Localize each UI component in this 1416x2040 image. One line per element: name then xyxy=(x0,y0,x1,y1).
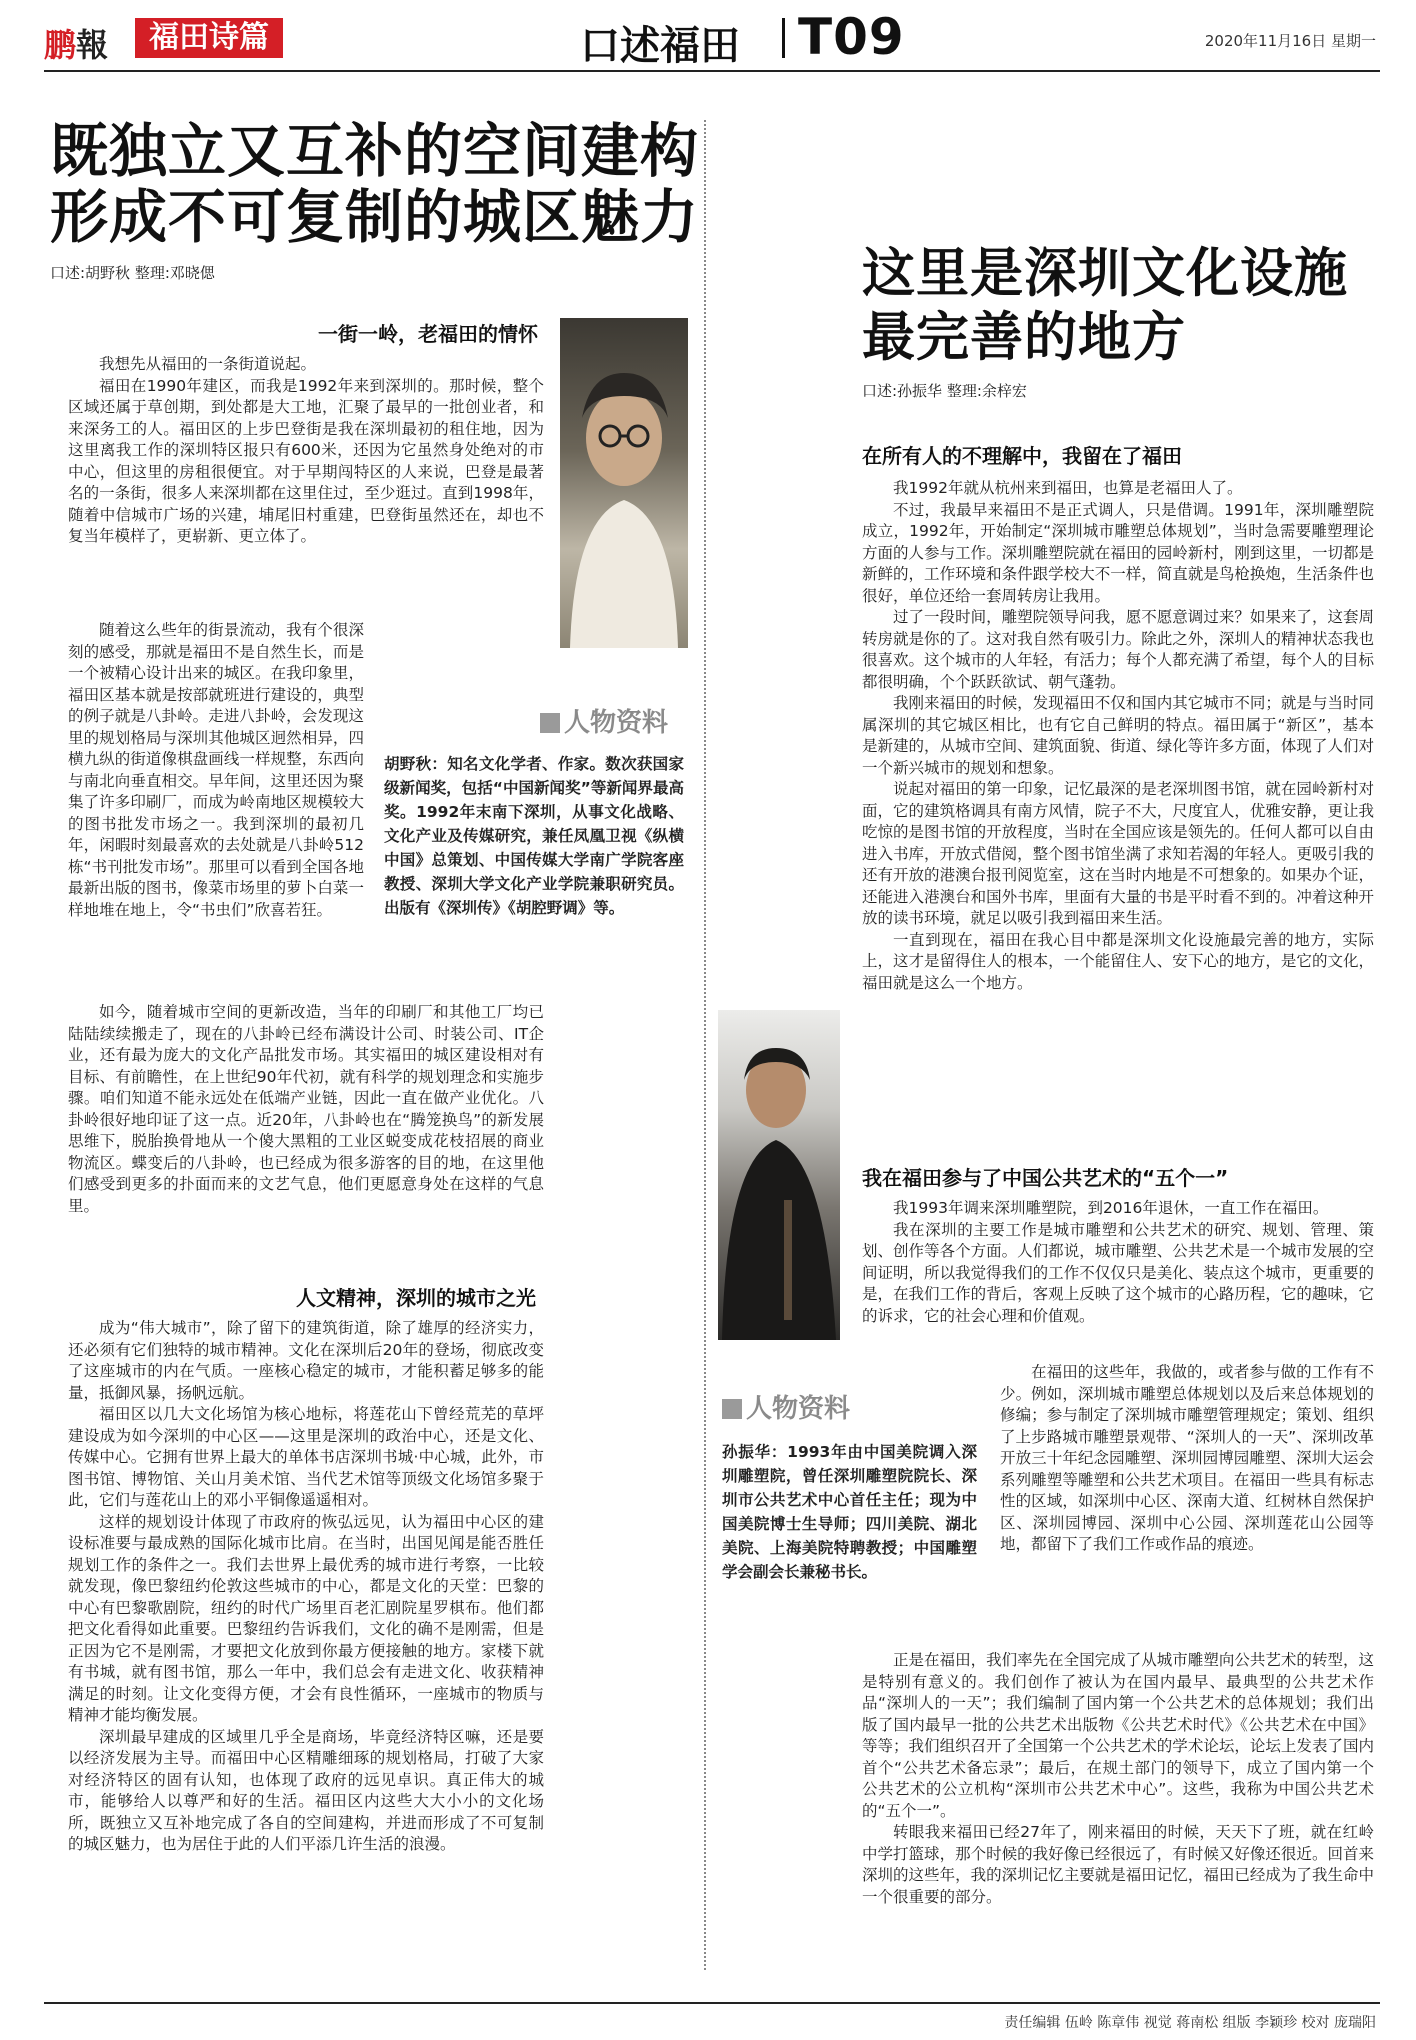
page-title: 口述福田 xyxy=(580,23,740,69)
footer-rule xyxy=(44,2002,1380,2004)
header-rule xyxy=(44,70,1380,72)
title-divider xyxy=(782,18,785,58)
right-bio-label: 人物资料 xyxy=(722,1388,850,1425)
publication-date: 2020年11月16日 星期一 xyxy=(1204,32,1376,50)
right-bio-text: 孙振华：1993年由中国美院调入深圳雕塑院，曾任深圳雕塑院院长、深圳市公共艺术中心首任主任；现为中国美院博士生导师；四川美院、湖北美院、上海美院特聘教授；中国雕塑学会副会长兼秘书长。 xyxy=(722,1443,977,1581)
left-headline: 既独立又互补的空间建构 形成不可复制的城区魅力 xyxy=(50,117,700,251)
page-header xyxy=(0,0,1416,70)
right-body-2c: 正是在福田，我们率先在全国完成了从城市雕塑向公共艺术的转型，这是特别有意义的。我们创作了被认为在国内最早、最典型的公共艺术作品“深圳人的一天”；我们编制了国内第一个公共艺术的总体规划；我们出版了国内最早一批的公共艺术出版物《公共艺术时代》《公共艺术在中国》等等；我们组织召开了全国第一个公共艺术的学术论坛，论坛上发表了国内首个“公共艺术备忘录”；最后，在规土部门的领导下，成立了国内第一个公共艺术的公立机构“深圳市公共艺术中心”。这些，我称为中国公共艺术的“五个一”。 转眼我来福田已经27年了，刚来福田的时候，天天下了班，就在红岭中学打篮球，那个时候的我好像已经很远了，有时候又好像还很近。回首来深圳的这些年，我的深圳记忆主要就是福田记忆，福田已经成为了我生命中一个很重要的部分。 xyxy=(862,1651,1374,1906)
left-body-1a: 我想先从福田的一条街道说起。 福田在1990年建区，而我是1992年来到深圳的。那时候，整个区域还属于草创期，到处都是大工地，汇聚了最早的一批创业者，和来深务工的人。福田区的上步巴登街是我在深圳最初的租住地，因为这里离我工作的深圳特区报只有600米，还因为它虽然身处绝对的市中心，但这里的房租很便宜。对于早期闯特区的人来说，巴登是最著名的一条街，很多人来深圳都在这里住过，至少逛过。直到1998年，随着中信城市广场的兴建，埔尾旧村重建，巴登街虽然还在，却也不复当年模样了，更崭新、更立体了。 xyxy=(68,355,544,545)
right-byline: 口述:孙振华 整理:余梓宏 xyxy=(862,382,1027,400)
portrait-sun-zhenhua xyxy=(718,1010,840,1340)
newspaper-logo: 鹏報 xyxy=(44,26,109,64)
column-divider xyxy=(704,120,706,1970)
right-body-2a: 我1993年调来深圳雕塑院，到2016年退休，一直工作在福田。 我在深圳的主要工作是城市雕塑和公共艺术的研究、规划、管理、策划、创作等各个方面。人们都说，城市雕塑、公共艺术是一个城市发展的空间证明，所以我觉得我们的工作不仅仅只是美化、装点这个城市，更重要的是，在我们工作的背后，客观上反映了这个城市的心路历程，它的趣味，它的诉求，它的社会心理和价值观。 xyxy=(862,1199,1374,1325)
left-byline: 口述:胡野秋 整理:邓晓偲 xyxy=(50,264,215,282)
portrait-hu-yeqiu xyxy=(560,318,688,648)
page-number: T09 xyxy=(798,8,905,66)
right-body-1: 我1992年就从杭州来到福田，也算是老福田人了。 不过，我最早来福田不是正式调人，只是借调。1991年，深圳雕塑院成立，1992年，开始制定“深圳城市雕塑总体规划”，当时急需要雕塑理论方面的人参与工作。深圳雕塑院就在福田的园岭新村，刚到这里，一切都是新鲜的，工作环境和条件跟学校大不一样，简直就是鸟枪换炮，生活条件也很好，单位还给一套周转房让我用。 过了一段时间，雕塑院领导问我，愿不愿意调过来？如果来了，这套周转房就是你的了。这对我自然有吸引力。除此之外，深圳人的精神状态我也很喜欢。这个城市的人年轻，有活力；每个人都充满了希望，每个人的目标都很明确，个个跃跃欲试、朝气蓬勃。 我刚来福田的时候，发现福田不仅和国内其它城市不同；就是与当时同属深圳的其它城区相比，也有它自己鲜明的特点。福田属于“新区”，基本是新建的，从城市空间、建筑面貌、街道、绿化等许多方面，体现了人们对一个新兴城市的规划和想象。 说起对福田的第一印象，记忆最深的是老深圳图书馆，就在园岭新村对面，它的建筑格调具有南方风情，院子不大，尺度宜人，优雅安静，更让我吃惊的是图书馆的开放程度，当时在全国应该是领先的。任何人都可以自由进入书库，开放式借阅，整个图书馆坐满了求知若渴的年轻人。更吸引我的还有开放的港澳台报刊阅览室，这在当时内地是不可想象的。如果办个证，还能进入港澳台和国外书库，里面有大量的书是平时看不到的。冲着这种开放的读书环境，就足以吸引我到福田来生活。 一直到现在，福田在我心目中都是深圳文化设施最完善的地方，实际上，这才是留得住人的根本，一个能留住人、安下心的地方，是它的文化，福田就是这么一个地方。 xyxy=(862,479,1374,992)
left-subhead-2: 人文精神，深圳的城市之光 xyxy=(296,1286,536,1310)
right-subhead-2: 我在福田参与了中国公共艺术的“五个一” xyxy=(862,1166,1229,1190)
left-bio-label: 人物资料 xyxy=(540,702,668,739)
section-tag: 福田诗篇 xyxy=(135,18,283,58)
left-body-1b: 随着这么些年的街景流动，我有个很深刻的感受，那就是福田不是自然生长，而是一个被精心设计出来的城区。在我印象里，福田区基本就是按部就班进行建设的，典型的例子就是八卦岭。走进八卦岭，会发现这里的规划格局与深圳其他城区迥然相异，四横九纵的街道像棋盘画线一样规整，东西向与南北向垂直相交。早年间，这里还因为聚集了许多印刷厂，而成为岭南地区规模较大的图书批发市场之一。我到深圳的最初几年，闲暇时刻最喜欢的去处就是八卦岭512栋“书刊批发市场”。那里可以看到全国各地最新出版的图书，像菜市场里的萝卜白菜一样地堆在地上，令“书虫们”欣喜若狂。 xyxy=(68,621,364,919)
bio-square-icon xyxy=(722,1399,742,1419)
editorial-credits: 责任编辑 伍岭 陈章伟 视觉 蒋南松 组版 李颖珍 校对 庞瑞阳 xyxy=(1004,2015,1376,2031)
left-body-1c: 如今，随着城市空间的更新改造，当年的印刷厂和其他工厂均已陆陆续续搬走了，现在的八卦岭已经布满设计公司、时装公司、IT企业，还有最为庞大的文化产品批发市场。其实福田的城区建设相对有目标、有前瞻性，在上世纪90年代初，就有科学的规划理念和实施步骤。咱们知道不能永远处在低端产业链，因此一直在做产业优化。八卦岭很好地印证了这一点。近20年，八卦岭也在“腾笼换鸟”的新发展思维下，脱胎换骨地从一个傻大黑粗的工业区蜕变成花枝招展的商业物流区。蝶变后的八卦岭，也已经成为很多游客的目的地，在这里他们感受到更多的扑面而来的文艺气息，他们更愿意身处在这样的气息里。 xyxy=(68,1003,544,1215)
right-headline: 这里是深圳文化设施 最完善的地方 xyxy=(862,243,1348,368)
right-subhead-1: 在所有人的不理解中，我留在了福田 xyxy=(862,444,1182,468)
left-bio-text: 胡野秋：知名文化学者、作家。数次获国家级新闻奖，包括“中国新闻奖”等新闻界最高奖。1992年末南下深圳，从事文化战略、文化产业及传媒研究，兼任凤凰卫视《纵横中国》总策划、中国传媒大学南广学院客座教授、深圳大学文化产业学院兼职研究员。出版有《深圳传》《胡腔野调》等。 xyxy=(384,755,684,917)
bio-square-icon xyxy=(540,713,560,733)
right-body-2b: 在福田的这些年，我做的，或者参与做的工作有不少。例如，深圳城市雕塑总体规划以及后来总体规划的修编；参与制定了深圳城市雕塑管理规定；策划、组织了上步路城市雕塑景观带、“深圳人的一天”、深圳改革开放三十年纪念园雕塑、深圳园博园雕塑、深圳大运会系列雕塑等雕塑和公共艺术项目。在福田一些具有标志性的区域，如深圳中心区、深南大道、红树林自然保护区、深圳园博园、深圳中心公园、深圳莲花山公园等地，都留下了我们工作或作品的痕迹。 xyxy=(1000,1363,1374,1553)
left-subhead-1: 一街一岭，老福田的情怀 xyxy=(318,322,538,346)
left-body-2: 成为“伟大城市”，除了留下的建筑街道，除了雄厚的经济实力，还必须有它们独特的城市精神。文化在深圳后20年的登场，彻底改变了这座城市的内在气质。一座核心稳定的城市，才能积蓄足够多的能量，抵御风暴，扬帆远航。 福田区以几大文化场馆为核心地标，将莲花山下曾经荒芜的草坪建设成为如今深圳的中心区——这里是深圳的政治中心，还是文化、传媒中心。它拥有世界上最大的单体书店深圳书城·中心城，此外，市图书馆、博物馆、关山月美术馆、当代艺术馆等顶级文化场馆多聚于此，它们与莲花山上的邓小平铜像遥遥相对。 这样的规划设计体现了市政府的恢弘远见，认为福田中心区的建设标准要与最成熟的国际化城市比肩。在当时，出国见闻是能否胜任规划工作的条件之一。我们去世界上最优秀的城市进行考察，一比较就发现，像巴黎纽约伦敦这些城市的中心，都是文化的天堂：巴黎的中心有巴黎歌剧院，纽约的时代广场里百老汇剧院星罗棋布。他们都把文化看得如此重要。巴黎纽约告诉我们，文化的确不是刚需，但是正因为它不是刚需，才要把文化放到你最方便接触的地方。家楼下就有书城，就有图书馆，那么一年中，我们总会有走进文化、收获精神满足的时刻。让文化变得方便，才会有良性循环，一座城市的物质与精神才能均衡发展。 深圳最早建成的区域里几乎全是商场，毕竟经济特区嘛，还是要以经济发展为主导。而福田中心区精雕细琢的规划格局，打破了大家对经济特区的固有认知，也体现了政府的远见卓识。真正伟大的城市，能够给人以尊严和好的生活。福田区内这些大大小小的文化场所，既独立又互补地完成了各自的空间建构，并进而形成了不可复制的城区魅力，也为居住于此的人们平添几许生活的浪漫。 xyxy=(68,1319,544,1853)
